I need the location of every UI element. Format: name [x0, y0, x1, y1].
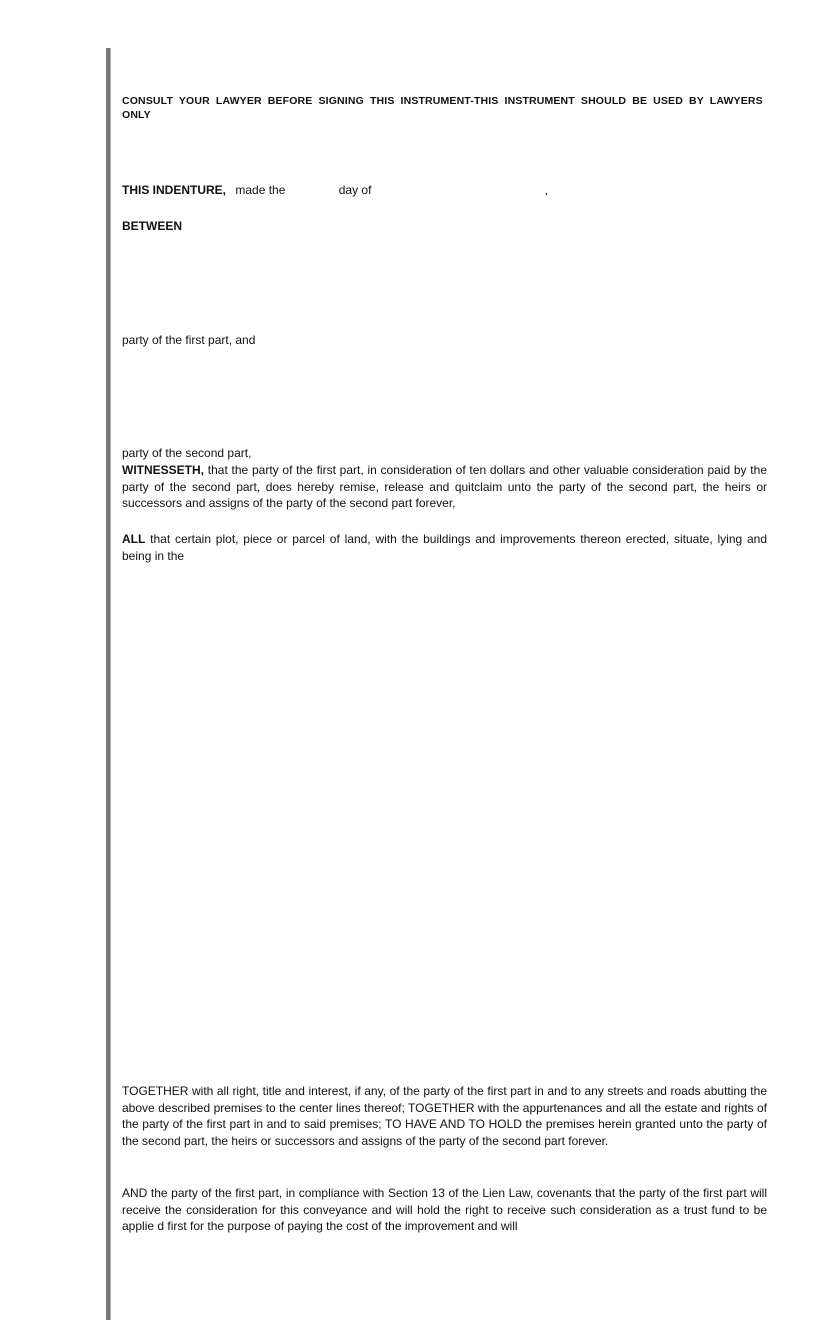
between-heading: BETWEEN [122, 219, 182, 233]
second-part-label: party of the second part, [122, 446, 252, 460]
indenture-lead: THIS INDENTURE, [122, 183, 227, 197]
witnesseth-lead: WITNESSETH, [122, 463, 205, 477]
date-comma: , [544, 183, 549, 197]
day-of-label: day of [338, 183, 372, 197]
witnesseth-text: that the party of the first part, in consideration of ten dollars and other valuable consideration paid by the party of the second part, does hereby remise, release and quitclaim unto the party of the second part, the heirs or successors and assigns of the party of the second part forever, [122, 463, 767, 510]
left-margin-rule [106, 48, 111, 1320]
all-clause-paragraph [122, 531, 767, 564]
lien-law-paragraph: AND the party of the first part, in compliance with Section 13 of the Lien Law, covenants that the party of the first part will receive the consideration for this conveyance and will hold the right to receive such consideration as a trust fund to be applie d first for the purpose of paying the cost of the improvement and will [122, 1186, 767, 1233]
all-clause-text: that certain plot, piece or parcel of land, with the buildings and improvements thereon erected, situate, lying and being in the [122, 532, 767, 563]
indenture-line [122, 182, 767, 199]
together-paragraph: TOGETHER with all right, title and interest, if any, of the party of the first part in and to any streets and roads abutting the above described premises to the center lines thereof; TOGETHER with the appurtenances and all the estate and rights of the party of the first part in and to said premises; TO HAVE AND TO HOLD the premises herein granted unto the party of the second part, the heirs or successors and assigns of the party of the second part forever. [122, 1084, 767, 1148]
witnesseth-paragraph [122, 462, 767, 512]
lawyer-warning: CONSULT YOUR LAWYER BEFORE SIGNING THIS INSTRUMENT-THIS INSTRUMENT SHOULD BE USED BY LAWYERS ONLY [122, 95, 763, 121]
first-part-label: party of the first part, and [122, 333, 256, 347]
made-the-label: made the [235, 183, 286, 197]
all-clause-lead: ALL [122, 532, 146, 546]
